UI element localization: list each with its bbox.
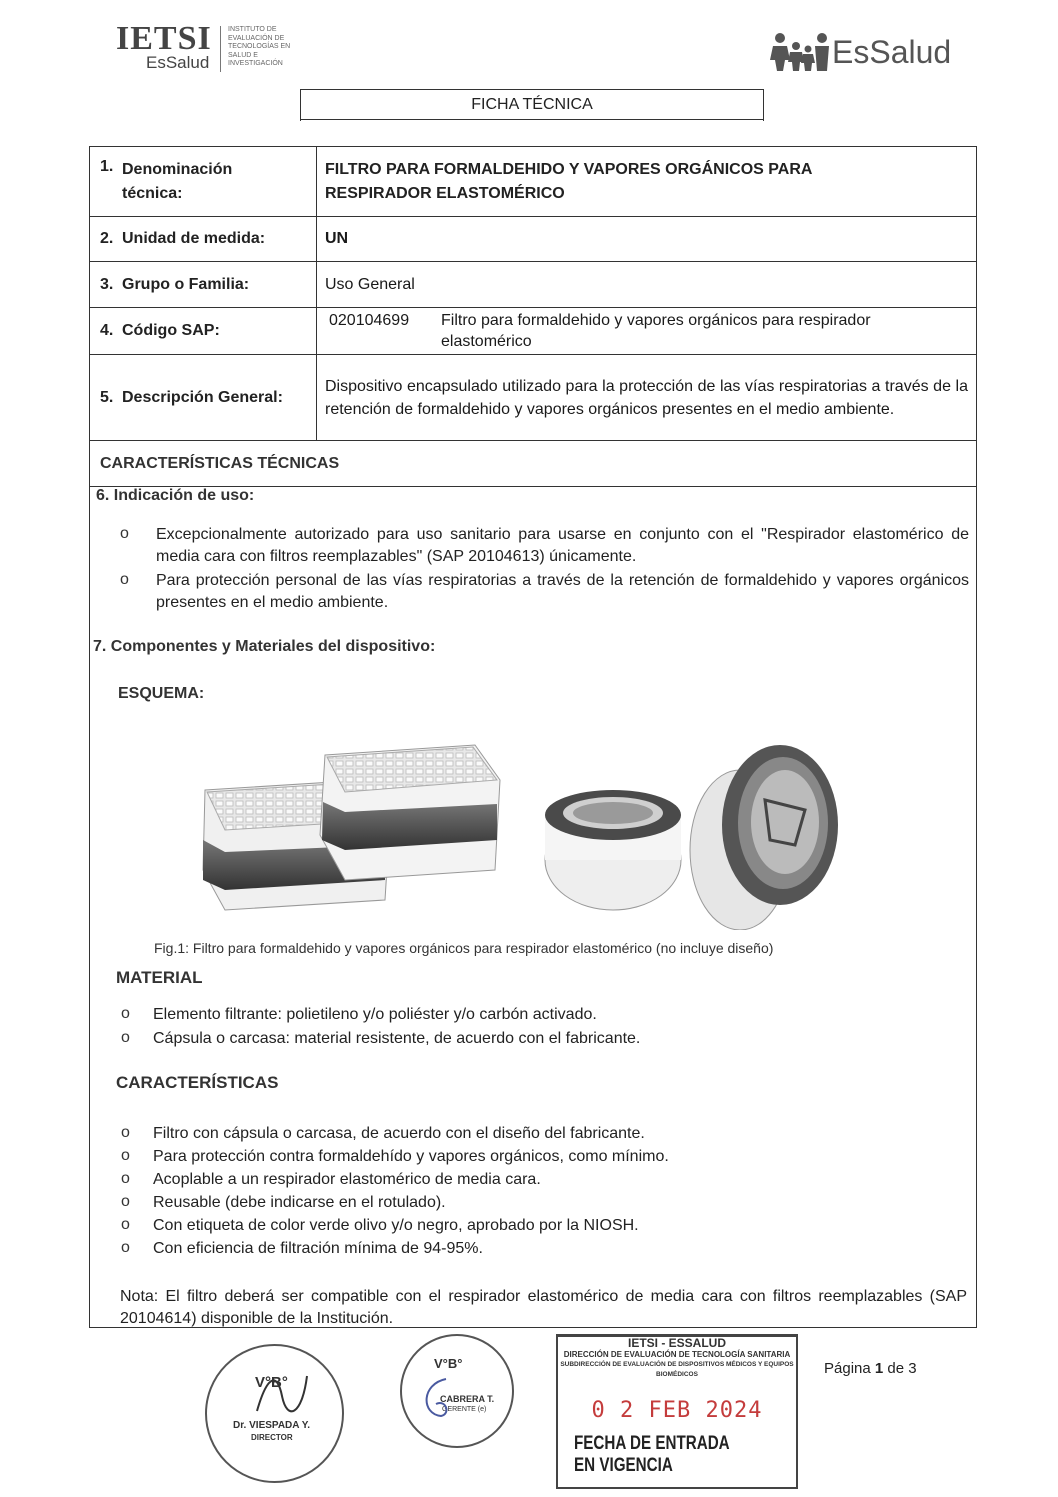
- descripcion-value: Dispositivo encapsulado utilizado para la protección de las vías respiratorias a través de la retención de formaldehido y vapores orgánicos presentes en el medio ambiente.: [325, 377, 968, 418]
- row-label-text: Grupo o Familia:: [122, 275, 250, 293]
- row-number: 4.: [100, 322, 114, 339]
- list-item: Cápsula o carcasa: material resistente, de acuerdo con el fabricante.: [153, 1030, 641, 1047]
- nota-text: Nota: El filtro deberá ser compatible con el respirador elastomérico de media cara con filtros reemplazables (SAP 20104614) disponible de la Institución.: [120, 1288, 967, 1327]
- figure-caption: Fig.1: Filtro para formaldehido y vapores orgánicos para respirador elastomérico (no incluye diseño): [154, 940, 774, 956]
- row-label-text: Descripción General:: [122, 388, 283, 406]
- section-6-title: 6. Indicación de uso:: [96, 487, 255, 504]
- caracteristicas-tecnicas-heading: CARACTERÍSTICAS TÉCNICAS: [100, 454, 340, 472]
- row-value: [317, 147, 977, 217]
- sap-description: Filtro para formaldehido y vapores orgánicos para respirador elastomérico: [441, 312, 871, 350]
- director-seal: [205, 1344, 344, 1483]
- bullet-icon: o: [121, 1193, 130, 1210]
- esquema-label: ESQUEMA:: [118, 685, 205, 702]
- bullet-icon: o: [120, 525, 129, 542]
- row-label-text: Unidad de medida:: [122, 230, 266, 247]
- signature-icon: [416, 1374, 456, 1424]
- stamp-title: IETSI - ESSALUD: [627, 1336, 726, 1350]
- seal-role: DIRECTOR: [251, 1433, 293, 1442]
- row-value: [317, 355, 977, 441]
- bullet-icon: o: [121, 1170, 130, 1187]
- ietsi-logo: [116, 20, 212, 72]
- rect-filter-right: [320, 745, 500, 880]
- table-row: [90, 217, 977, 262]
- denominacion-value: FILTRO PARA FORMALDEHIDO Y VAPORES ORGÁNICOS PARA RESPIRADOR ELASTOMÉRICO: [325, 160, 812, 202]
- list-item: Para protección personal de las vías respiratorias a través de la retención de formaldehido y vapores orgánicos presentes en el medio ambiente.: [156, 572, 969, 611]
- page-total: 3: [908, 1360, 917, 1377]
- caracteristicas-heading: CARACTERÍSTICAS: [116, 1073, 279, 1092]
- table-row: [90, 262, 977, 308]
- list-item: Con etiqueta de color verde olivo y/o negro, aprobado por la NIOSH.: [153, 1217, 639, 1234]
- filter-illustration: [195, 720, 855, 930]
- bullet-icon: o: [121, 1124, 130, 1141]
- round-filter-left: [545, 790, 681, 910]
- section-header-cell: [90, 441, 977, 487]
- bullet-icon: o: [121, 1239, 130, 1256]
- row-label: [90, 308, 317, 355]
- bullet-icon: o: [121, 1216, 130, 1233]
- row-label: [90, 262, 317, 308]
- title-underline: [300, 119, 764, 120]
- stamp-line: SUBDIRECCIÓN DE EVALUACIÓN DE DISPOSITIVOS MÉDICOS Y EQUIPOS BIOMÉDICOS: [560, 1361, 794, 1378]
- row-label: [90, 355, 317, 441]
- row-number: 3.: [100, 275, 114, 293]
- row-label-text: Denominación técnica:: [122, 160, 233, 202]
- table-row: [90, 355, 977, 441]
- row-label: [90, 217, 317, 262]
- page-mid: de: [883, 1360, 909, 1377]
- row-label-text: Código SAP:: [122, 322, 220, 339]
- material-heading: MATERIAL: [116, 968, 203, 987]
- family-icon: [770, 32, 832, 72]
- page-current: 1: [874, 1360, 884, 1377]
- essalud-logo: [770, 32, 951, 72]
- seal-role: GERENTE (e): [442, 1406, 487, 1413]
- table-row: [90, 147, 977, 217]
- logo-divider: [220, 26, 221, 72]
- vigencia-stamp: [556, 1334, 798, 1489]
- bullet-icon: o: [120, 571, 129, 588]
- ietsi-logo-subtitle: EsSalud: [146, 53, 210, 72]
- ietsi-logo-title: IETSI: [116, 20, 212, 57]
- bullet-icon: o: [121, 1029, 130, 1046]
- sap-code: 020104699: [329, 312, 410, 329]
- page-prefix: Página: [824, 1360, 875, 1377]
- page-indicator: [824, 1360, 917, 1377]
- seal-name: Dr. VIESPADA Y.: [233, 1420, 311, 1431]
- unidad-value: UN: [325, 230, 349, 247]
- row-number: 5.: [100, 388, 114, 406]
- row-value: [317, 308, 977, 355]
- seal-vb: V°B°: [255, 1374, 288, 1391]
- seal-name: CABRERA T.: [440, 1394, 495, 1404]
- stamp-date: 0 2 FEB 2024: [591, 1398, 763, 1423]
- ietsi-institute-name: INSTITUTO DE EVALUACIÓN DE TECNOLOGÍAS EN SALUD E INVESTIGACIÓN: [228, 26, 291, 67]
- table-row: [90, 308, 977, 355]
- stamp-footer: FECHA DE ENTRADA EN VIGENCIA: [574, 1433, 730, 1476]
- row-value: [317, 262, 977, 308]
- round-filter-right: [690, 745, 838, 930]
- essalud-logo-text: EsSalud: [832, 33, 952, 70]
- document-title: FICHA TÉCNICA: [300, 89, 764, 121]
- seal-vb: V°B°: [434, 1356, 463, 1371]
- row-value: [317, 217, 977, 262]
- list-item: Elemento filtrante: polietileno y/o poliéster y/o carbón activado.: [153, 1006, 597, 1023]
- gerente-seal: [400, 1334, 514, 1448]
- row-number: 1.: [100, 157, 114, 175]
- list-item: Acoplable a un respirador elastomérico de media cara.: [153, 1171, 541, 1188]
- list-item: Filtro con cápsula o carcasa, de acuerdo con el diseño del fabricante.: [153, 1125, 645, 1142]
- left-margin-line: [89, 486, 90, 1328]
- row-label: [90, 147, 317, 217]
- signature-icon: [247, 1366, 317, 1426]
- bullet-icon: o: [121, 1005, 130, 1022]
- list-item: Con eficiencia de filtración mínima de 94-95%.: [153, 1240, 483, 1257]
- list-item: Para protección contra formaldehído y vapores orgánicos, como mínimo.: [153, 1148, 669, 1165]
- bullet-icon: o: [121, 1147, 130, 1164]
- list-item: Excepcionalmente autorizado para uso sanitario para usarse en conjunto con el "Respirador elastomérico de media cara con filtros reemplazables" (SAP 20104613) únicamente.: [156, 526, 969, 565]
- right-margin-line: [976, 486, 977, 1328]
- spec-table: [89, 146, 977, 487]
- row-number: 2.: [100, 230, 114, 247]
- section-7-title: 7. Componentes y Materiales del dispositivo:: [93, 638, 436, 655]
- list-item: Reusable (debe indicarse en el rotulado).: [153, 1194, 446, 1211]
- table-row: [90, 441, 977, 487]
- stamp-line: DIRECCIÓN DE EVALUACIÓN DE TECNOLOGÍA SANITARIA: [563, 1350, 791, 1359]
- grupo-value: Uso General: [325, 275, 415, 293]
